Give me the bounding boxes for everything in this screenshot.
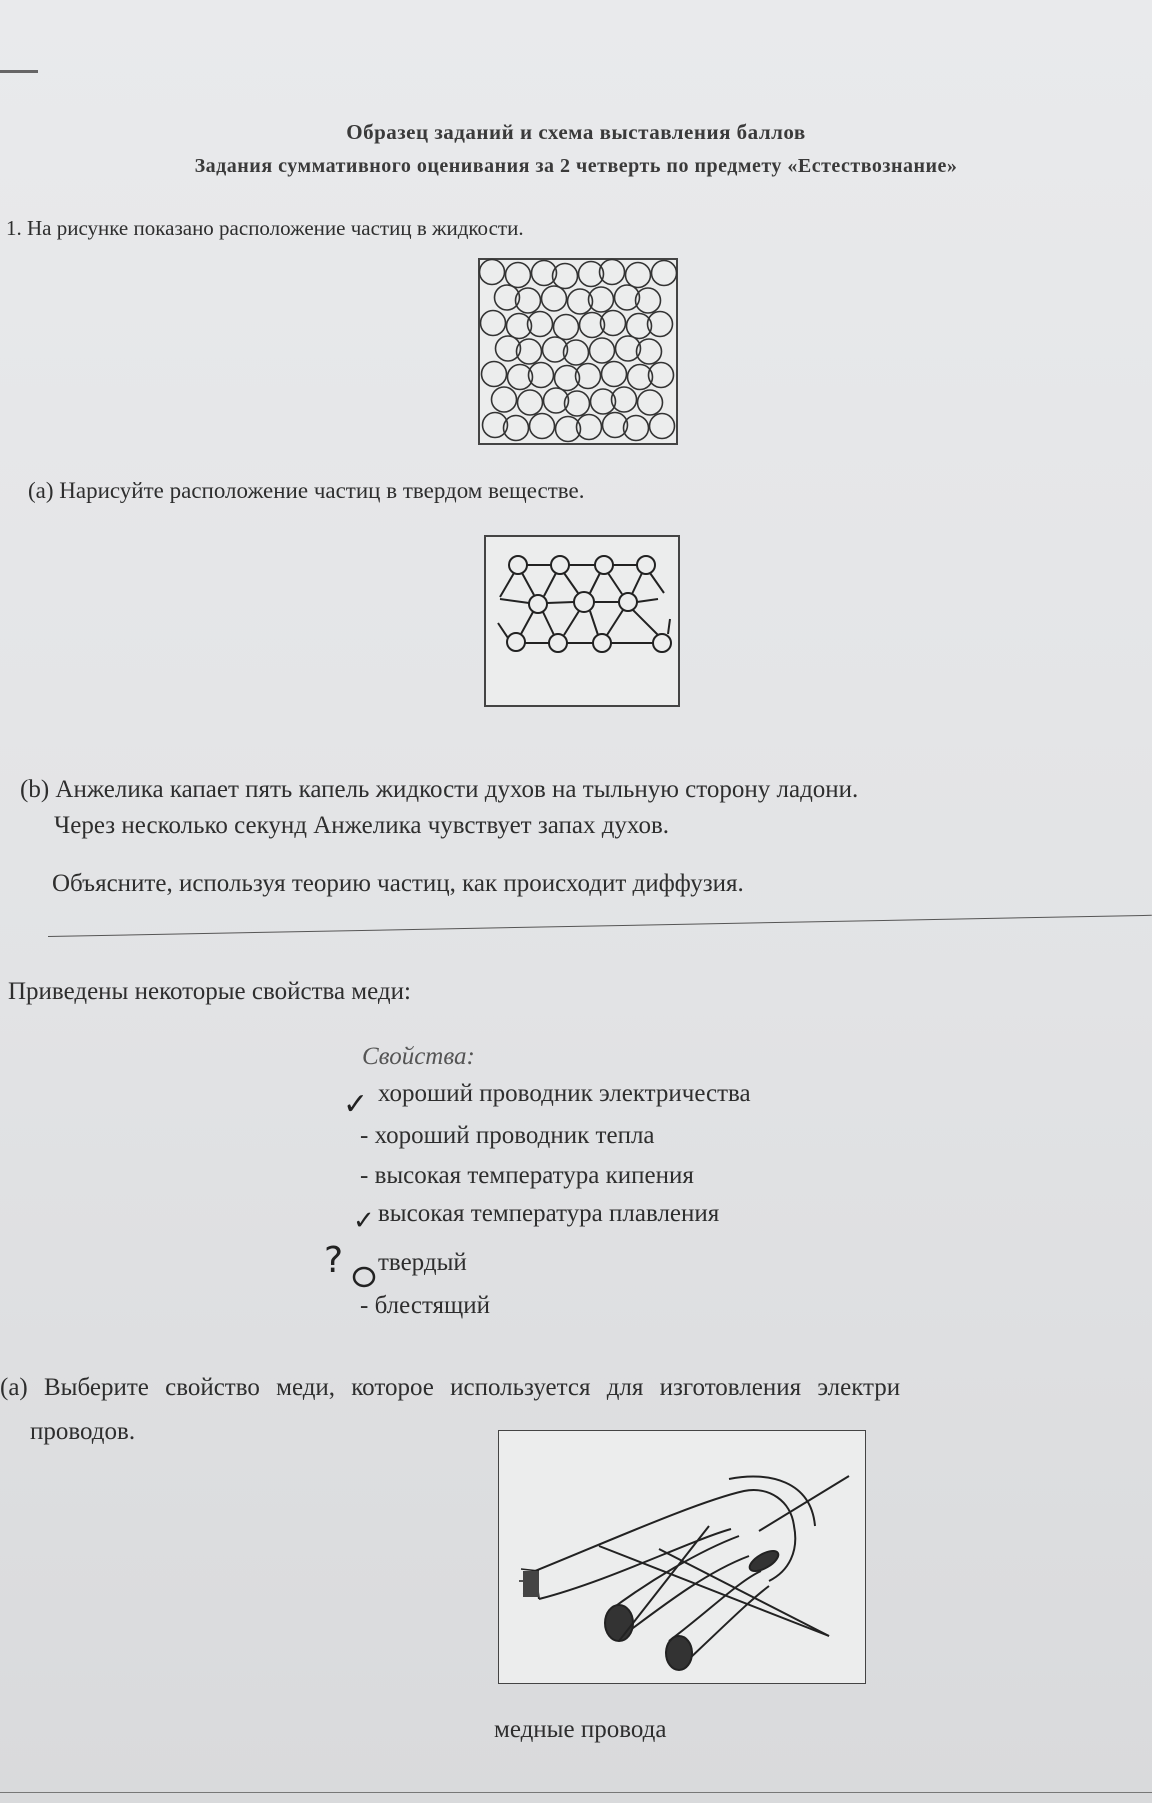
solid-particles-answer-box <box>484 535 680 707</box>
liquid-particle <box>652 261 677 286</box>
property-item: высокая температура плавления <box>378 1200 720 1227</box>
solid-particle <box>595 556 613 574</box>
solid-particle <box>507 633 525 651</box>
header-title: Образец заданий и схема выставления баллов <box>346 120 806 144</box>
copper-wires-drawing <box>499 1431 863 1681</box>
liquid-particle <box>481 311 506 336</box>
solid-particle <box>551 556 569 574</box>
liquid-particles-figure <box>478 258 678 445</box>
property-item: - хороший проводник тепла <box>360 1122 655 1149</box>
liquid-particle <box>482 362 507 387</box>
header-subtitle: Задания суммативного оценивания за 2 четверть по предмету «Естествознание» <box>194 155 958 177</box>
solid-particle <box>549 634 567 652</box>
liquid-particle <box>626 263 651 288</box>
liquid-particle <box>590 338 615 363</box>
property-item: твердый <box>378 1249 467 1276</box>
answer-line <box>48 915 1152 937</box>
liquid-particle <box>602 362 627 387</box>
task2-part-a-line1: (a) Выберите свойство меди, которое используется для изготовления электри <box>0 1374 901 1401</box>
figure-caption: медные провода <box>494 1716 667 1743</box>
question-mark: ? <box>324 1240 344 1281</box>
task1-part-a: (a) Нарисуйте расположение частиц в твердом веществе. <box>28 478 585 503</box>
properties-title: Свойства: <box>362 1043 475 1070</box>
liquid-particle <box>530 414 555 439</box>
check-mark: ✓ <box>343 1087 369 1122</box>
property-item: хороший проводник электричества <box>378 1080 751 1107</box>
solid-particle <box>593 634 611 652</box>
solid-particle <box>653 634 671 652</box>
property-item: - высокая температура кипения <box>360 1162 694 1189</box>
task1-part-b-line1: (b) Анжелика капает пять капель жидкости духов на тыльную сторону ладони. <box>20 776 859 803</box>
liquid-particle <box>480 260 505 285</box>
liquid-particle <box>542 286 567 311</box>
corner-mark <box>0 70 38 73</box>
bottom-line <box>0 1792 1152 1793</box>
task2-part-a-line2: проводов. <box>30 1418 136 1445</box>
solid-particle <box>509 556 527 574</box>
task1-prompt: 1. На рисунке показано расположение частиц в жидкости. <box>6 216 524 240</box>
liquid-particles-drawing <box>480 260 676 443</box>
solid-particle <box>574 592 594 612</box>
liquid-particle <box>650 414 675 439</box>
liquid-particle <box>506 263 531 288</box>
liquid-particle <box>554 315 579 340</box>
liquid-particle <box>638 390 663 415</box>
liquid-particle <box>492 387 517 412</box>
check-mark: ✓ <box>353 1206 375 1236</box>
solid-particles-drawing <box>486 537 678 705</box>
property-item: - блестящий <box>360 1292 491 1319</box>
task2-prompt: Приведены некоторые свойства меди: <box>8 978 411 1005</box>
solid-particle <box>637 556 655 574</box>
copper-wires-figure <box>498 1430 866 1684</box>
solid-particle <box>529 595 547 613</box>
task1-part-b-line3: Объясните, используя теорию частиц, как происходит диффузия. <box>52 870 744 897</box>
task1-part-b-line2: Через несколько секунд Анжелика чувствует запах духов. <box>54 812 670 839</box>
circle-mark <box>352 1265 378 1291</box>
solid-particle <box>619 593 637 611</box>
liquid-particle <box>518 390 543 415</box>
